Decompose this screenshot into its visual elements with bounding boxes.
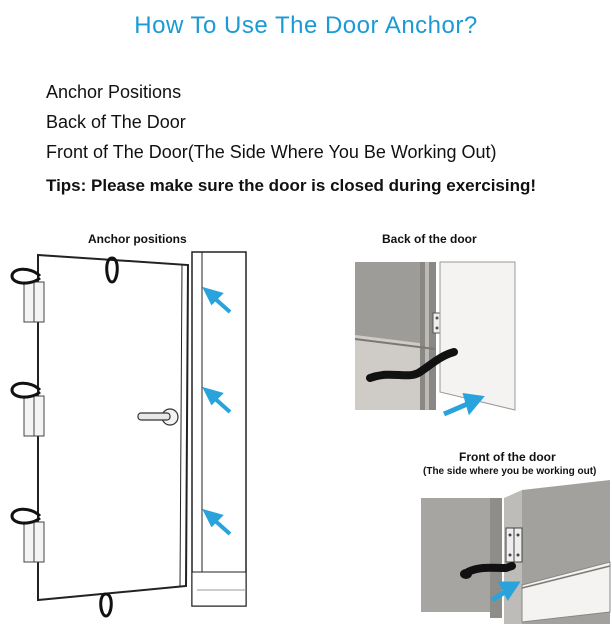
bottom-anchor-loop xyxy=(101,594,112,616)
anchor-positions-label: Anchor positions xyxy=(88,232,187,246)
page-title: How To Use The Door Anchor? xyxy=(134,12,478,39)
back-of-door-text: Back of The Door xyxy=(46,112,186,132)
hinge-bottom xyxy=(24,522,44,562)
anchor-positions-text: Anchor Positions xyxy=(46,82,182,102)
tips-text: Tips: Please make sure the door is closed during exercising! xyxy=(46,176,537,195)
front-of-door-label: Front of the door xyxy=(459,450,556,464)
hinge-top xyxy=(24,282,44,322)
back-of-door-diagram xyxy=(355,262,515,414)
hinge-middle xyxy=(24,396,44,436)
door-frame-diagram xyxy=(12,252,246,616)
front-of-door-text: Front of The Door(The Side Where You Be Working Out) xyxy=(46,142,497,162)
front-of-door-note: (The side where you be working out) xyxy=(423,466,597,477)
back-of-door-label: Back of the door xyxy=(382,232,477,246)
front-of-door-diagram xyxy=(421,480,610,624)
